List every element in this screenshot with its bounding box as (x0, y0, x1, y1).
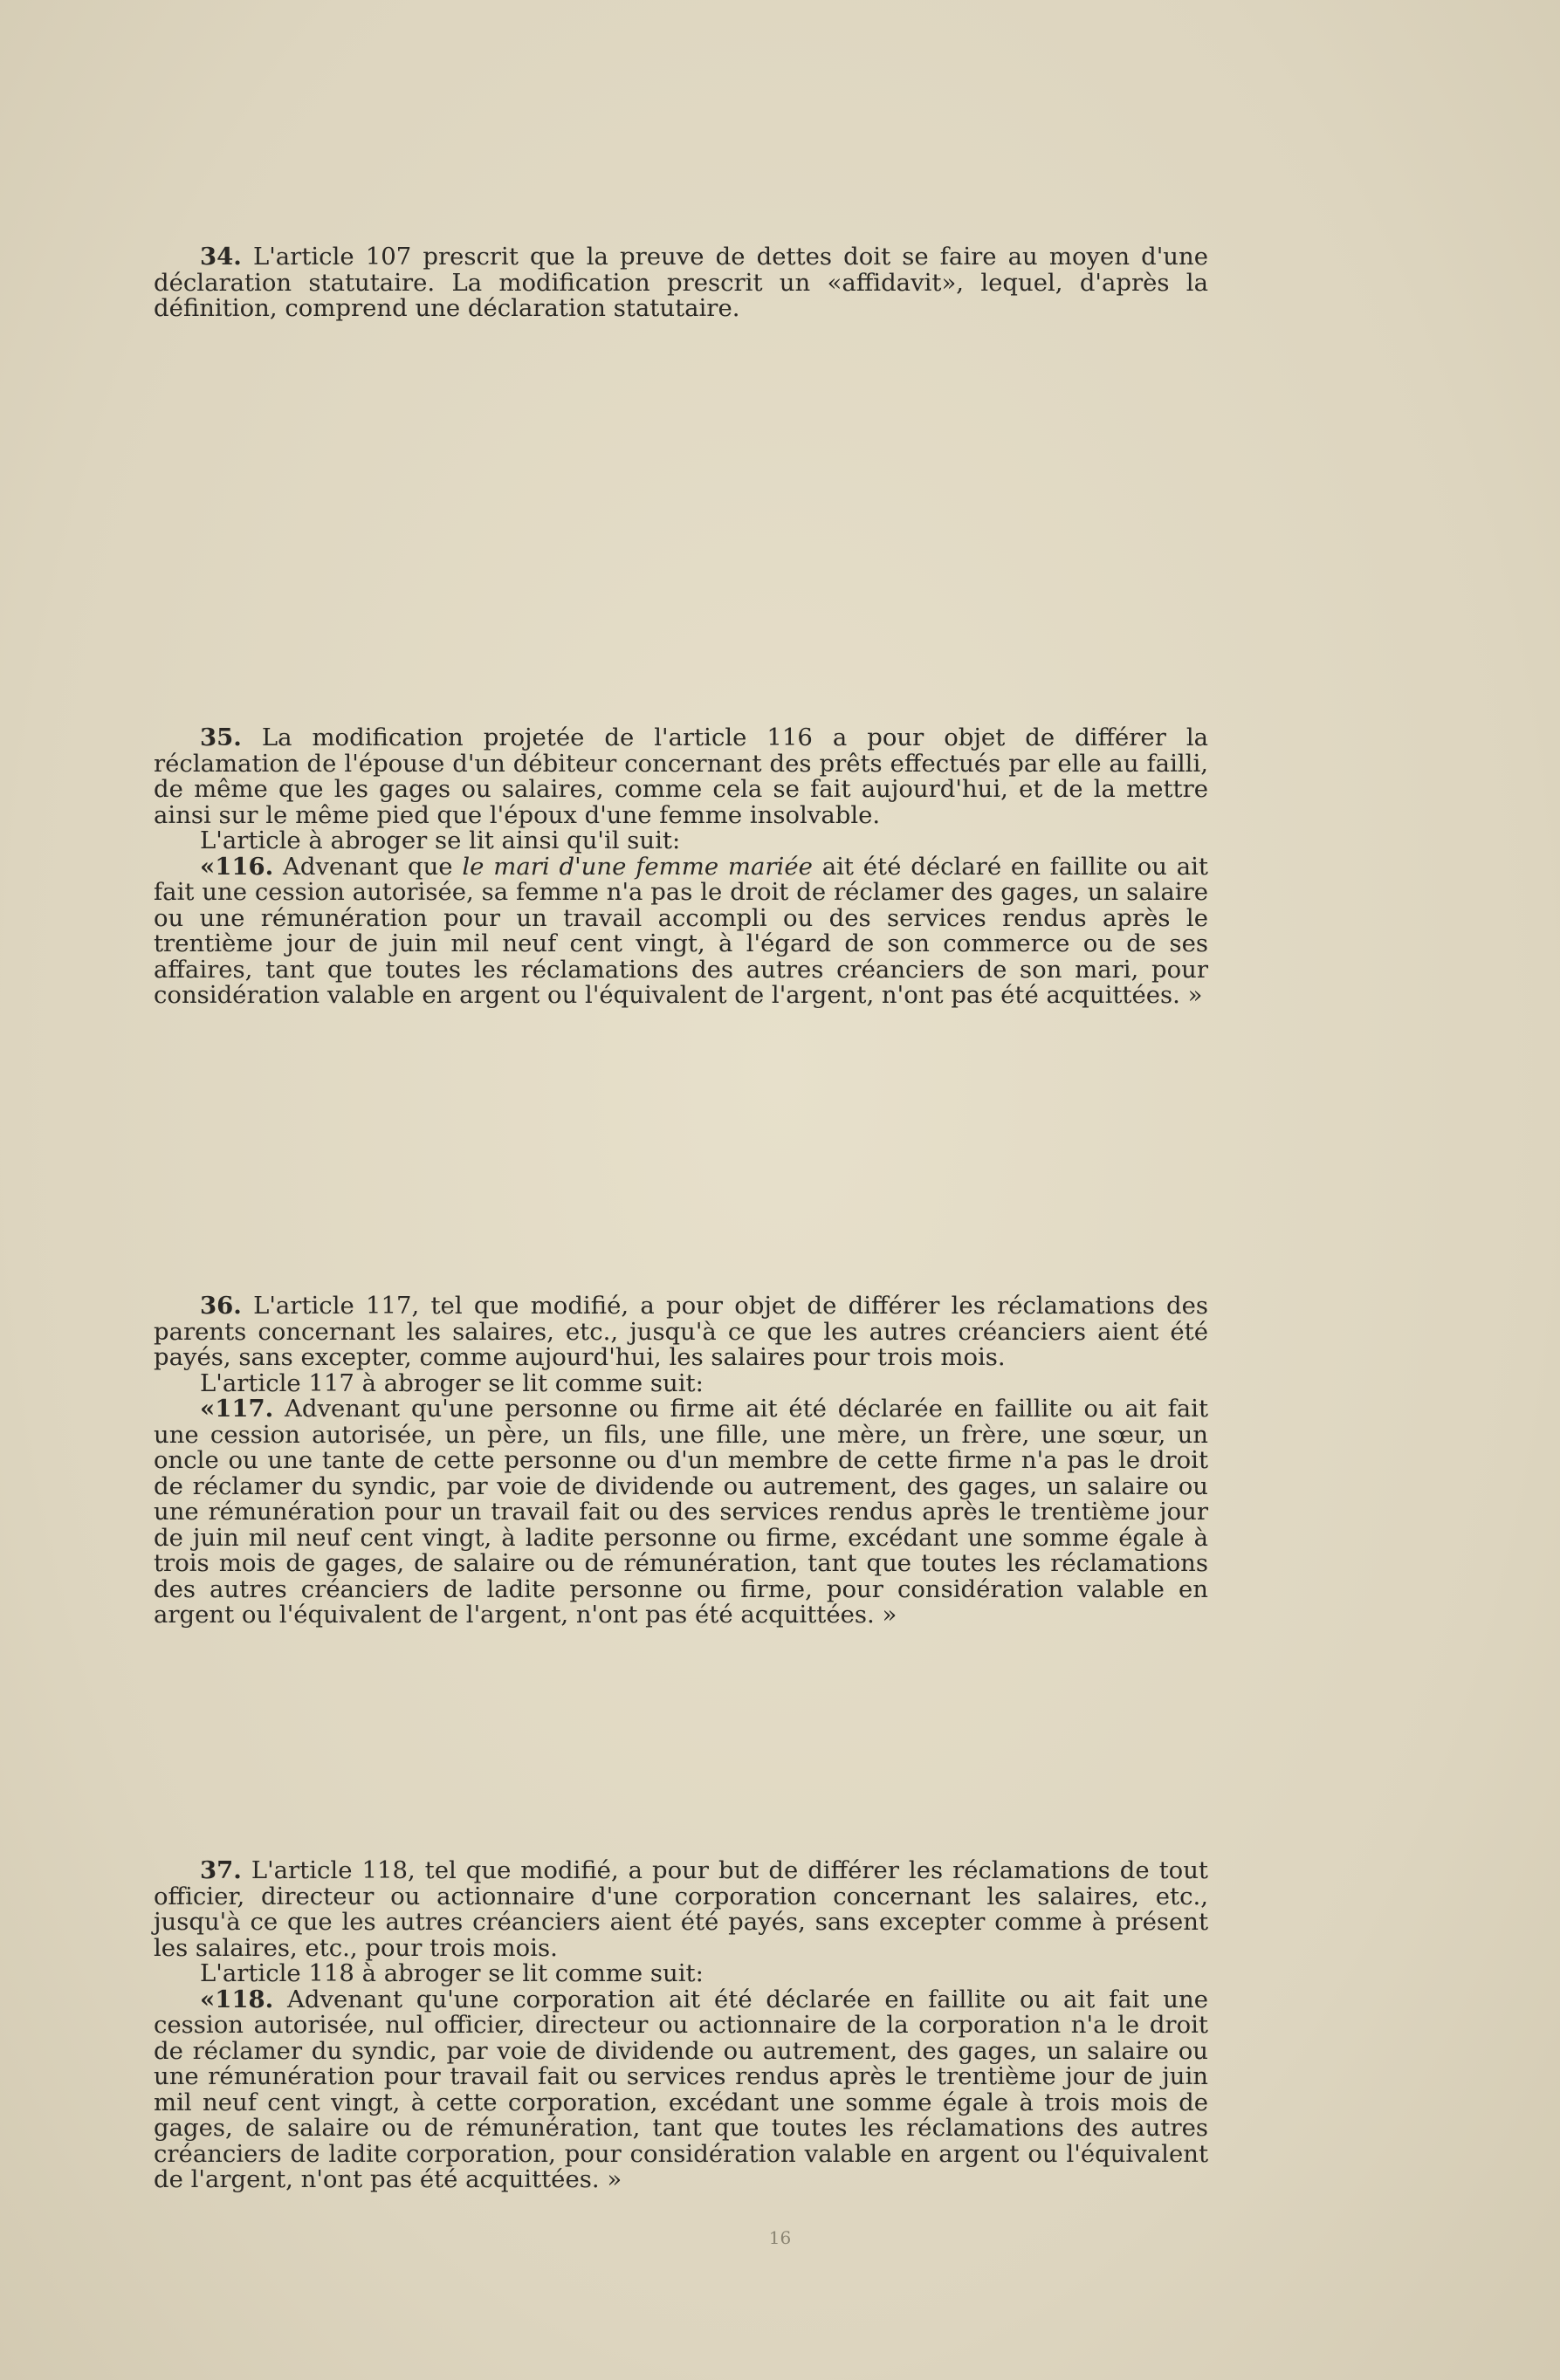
quoted-article-116 (154, 854, 1208, 1009)
note-text: L'article 118, tel que modifié, a pour but de différer les réclamations de tout officier, directeur ou actionnaire d'une corporation concernant les salaires, etc., jusqu'à ce que les autres créanciers aient été payés, sans excepter comme à présent les salaires, etc., pour trois mois. (154, 1856, 1208, 1962)
explanatory-note-36 (154, 1293, 1208, 1629)
quoted-article-number: «116. (200, 852, 274, 881)
note-text: La modification projetée de l'article 116 a pour objet de différer la réclamation de l'épouse d'un débiteur concernant des prêts effectués par elle au failli, de même que les gages ou salaires, comme cela se fait aujourd'hui, et de la mettre ainsi sur le même pied que l'époux d'une femme insolvable. (154, 724, 1209, 829)
quoted-article-text-start: Advenant que (283, 852, 453, 881)
article-intro: L'article 117 à abroger se lit comme suit: (200, 1368, 704, 1397)
quoted-article-italic-text: le mari d'une femme mariée (462, 852, 813, 881)
note-paragraph (154, 725, 1208, 828)
quoted-article-118 (154, 1987, 1208, 2193)
note-number: 36. (200, 1292, 242, 1320)
note-number: 34. (200, 243, 242, 271)
page-number: 16 (768, 2227, 792, 2248)
quoted-article-text-end: ait été déclaré en faillite ou ait fait une cession autorisée, sa femme n'a pas le droit de réclamer des gages, un salaire ou une rémunération pour un travail accompli ou des services rendus après le trentième jour de juin mil neuf cent vingt, à l'égard de son commerce ou de ses affaires, tant que toutes les réclamations des autres créanciers de son mari, pour considération valable en argent ou l'équivalent de l'argent, n'ont pas été acquittées. » (154, 852, 1208, 1009)
quoted-article-text: Advenant qu'une corporation ait été déclarée en faillite ou ait fait une cession autorisée, nul officier, directeur ou actionnaire de la corporation n'a le droit de réclamer du syndic, par voie de dividende ou autrement, des gages, un salaire ou une rémunération pour travail fait ou services rendus après le trentième jour de juin mil neuf cent vingt, à cette corporation, excédant une somme égale à trois mois de gages, de salaire ou de rémunération, tant que toutes les réclamations des autres créanciers de ladite corporation, pour considération valable en argent ou l'équivalent de l'argent, n'ont pas été acquittées. » (154, 1985, 1208, 2193)
note-text: L'article 107 prescrit que la preuve de dettes doit se faire au moyen d'une déclaration statutaire. La modification prescrit un «affidavit», lequel, d'après la définition, comprend une déclaration statutaire. (154, 243, 1208, 322)
quoted-article-number: «118. (200, 1985, 274, 2013)
article-intro: L'article 118 à abroger se lit comme suit: (200, 1959, 704, 1987)
quoted-article-number: «117. (200, 1395, 274, 1423)
note-paragraph (154, 1293, 1208, 1371)
note-number: 37. (200, 1856, 242, 1884)
note-paragraph (154, 244, 1208, 322)
explanatory-note-35 (154, 725, 1208, 1009)
explanatory-note-37 (154, 1858, 1208, 2193)
quoted-article-text: Advenant qu'une personne ou firme ait été déclarée en faillite ou ait fait une cession autorisée, un père, un fils, une fille, une mère, un frère, une sœur, un oncle ou une tante de cette personne ou d'un membre de cette firme n'a pas le droit de réclamer du syndic, par voie de dividende ou autrement, des gages, un salaire ou une rémunération pour un travail fait ou des services rendus après le trentième jour de juin mil neuf cent vingt, à ladite personne ou firme, excédant une somme égale à trois mois de gages, de salaire ou de rémunération, tant que toutes les réclamations des autres créanciers de ladite personne ou firme, pour considération valable en argent ou l'équivalent de l'argent, n'ont pas été acquittées. » (154, 1395, 1209, 1629)
article-intro: L'article à abroger se lit ainsi qu'il suit: (200, 826, 681, 854)
quoted-article-117 (154, 1396, 1208, 1629)
note-paragraph (154, 1858, 1208, 1961)
note-text: L'article 117, tel que modifié, a pour objet de différer les réclamations des parents concernant les salaires, etc., jusqu'à ce que les autres créanciers aient été payés, sans excepter, comme aujourd'hui, les salaires pour trois mois. (154, 1292, 1208, 1371)
explanatory-note-34 (154, 244, 1208, 322)
note-number: 35. (200, 724, 242, 751)
